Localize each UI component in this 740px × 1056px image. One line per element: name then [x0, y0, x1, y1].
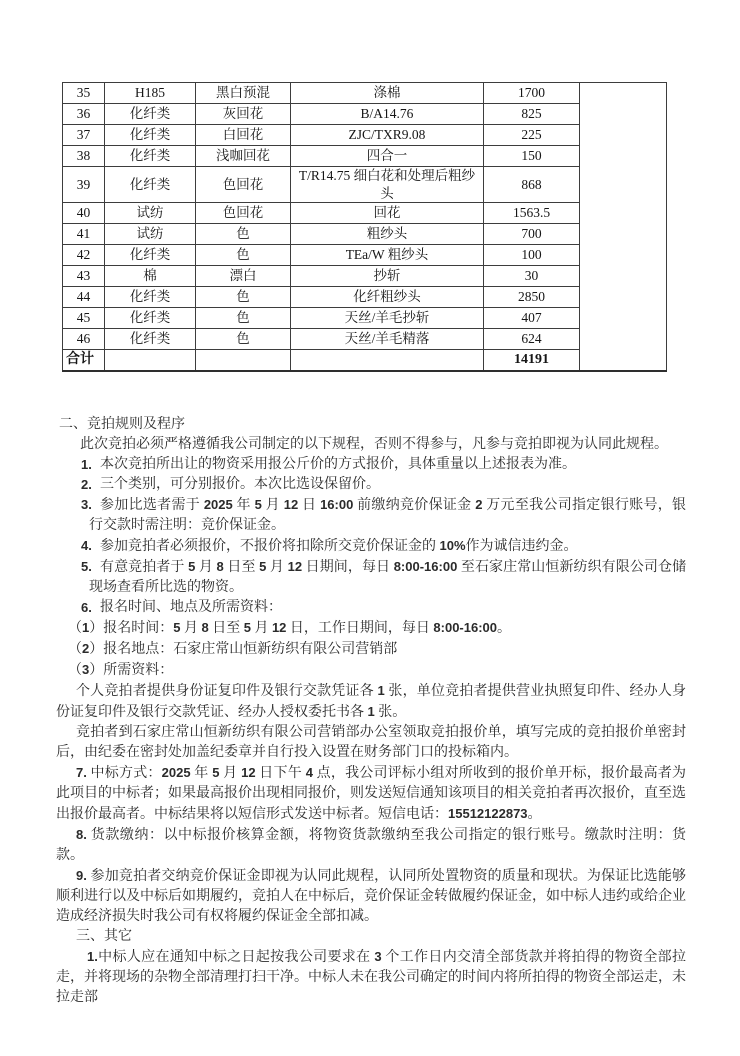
rule-paragraph: 7. 中标方式：2025 年 5 月 12 日下午 4 点，我公司评标小组对所收到的报价单开标，报价最高者为此项目的中标者；如果最高报价出现相同报价，则发送短信通知该项目的相关竞拍者再次报价，直至选出报价最高者。中标结果将以短信形式发送中标者。短信电话：15512122873。	[56, 765, 687, 822]
list-number: 6.	[81, 600, 92, 615]
section-heading: 二、竞拍规则及程序	[59, 417, 185, 432]
table-cell: 天丝/羊毛精落	[291, 329, 484, 350]
table-total-row	[63, 350, 667, 372]
table-cell: 化纤类	[105, 146, 196, 167]
table-cell: 黑白预混	[196, 83, 291, 104]
table-cell: 44	[63, 287, 105, 308]
rule-paragraph: 3. 参加比选者需于 2025 年 5 月 12 日 16:00 前缴纳竞价保证金 2 万元至我公司指定银行账号，银行交款时需注明：竞价保证金。	[81, 497, 687, 533]
table-cell: 试纺	[105, 224, 196, 245]
table-row	[63, 266, 667, 287]
rule-paragraph: （1）报名时间：5 月 8 日至 5 月 12 日，工作日期间，每日 8:00-16:00。	[68, 620, 512, 636]
list-number: 5.	[81, 559, 92, 574]
table-cell: 粗纱头	[291, 224, 484, 245]
table-cell: 灰回花	[196, 104, 291, 125]
table-cell: 色	[196, 245, 291, 266]
table-cell: 825	[484, 104, 580, 125]
table-cell: 2850	[484, 287, 580, 308]
empty-cell	[196, 350, 291, 372]
rule-paragraph: （3）所需资料：	[68, 662, 174, 678]
rule-paragraph: 2. 三个类别，可分别报价。本次比选设保留价。	[56, 475, 686, 495]
table-cell: 试纺	[105, 203, 196, 224]
table-cell: ZJC/TXR9.08	[291, 125, 484, 146]
table-cell: 1700	[484, 83, 580, 104]
list-number: 3.	[81, 497, 92, 512]
table-cell: 漂白	[196, 266, 291, 287]
rule-paragraph: 个人竞拍者提供身份证复印件及银行交款凭证各 1 张，单位竞拍者提供营业执照复印件、经办人身份证复印件及银行交款凭证、经办人授权委托书各 1 张。	[56, 683, 687, 720]
table-cell: 36	[63, 104, 105, 125]
table-row	[63, 203, 667, 224]
table-cell: 回花	[291, 203, 484, 224]
table-cell: 化纤类	[105, 104, 196, 125]
list-number: 1.	[81, 457, 92, 472]
table-cell: 46	[63, 329, 105, 350]
table-cell: 化纤类	[105, 329, 196, 350]
table-cell: T/R14.75 细白花和处理后粗纱头	[291, 167, 484, 203]
table-cell: 抄斩	[291, 266, 484, 287]
table-cell: 色	[196, 224, 291, 245]
rule-paragraph: 9. 参加竞拍者交纳竞价保证金即视为认同此规程，认同所处置物资的质量和现状。为保证比选能够顺利进行以及中标后如期履约，竞拍人在中标后，竞价保证金转做履约保证金，如中标人违约或给企业造成经济损失时我公司有权将履约保证金全部扣减。	[56, 868, 686, 924]
table-cell: 407	[484, 308, 580, 329]
table-cell: 化纤类	[105, 308, 196, 329]
table-cell: 化纤类	[105, 245, 196, 266]
table-cell: 700	[484, 224, 580, 245]
table-cell: 色回花	[196, 203, 291, 224]
table-row	[63, 83, 667, 104]
total-value-cell: 14191	[484, 350, 580, 372]
table-cell: 1563.5	[484, 203, 580, 224]
table-cell: 色	[196, 287, 291, 308]
table-cell: 色	[196, 308, 291, 329]
rule-paragraph: 此次竞拍必须严格遵循我公司制定的以下规程，否则不得参与，凡参与竞拍即视为认同此规程。	[80, 437, 668, 452]
table-cell: 棉	[105, 266, 196, 287]
rule-paragraph: 1.中标人应在通知中标之日起按我公司要求在 3 个工作日内交清全部货款并将拍得的物资全部拉走，并将现场的杂物全部清理打扫干净。中标人未在我公司确定的时间内将所拍得的物资全部运走，未拉走部	[56, 949, 687, 1005]
table-cell: 色回花	[196, 167, 291, 203]
rule-paragraph: 5. 有意竞拍者于 5 月 8 日至 5 月 12 日期间，每日 8:00-16:00 至石家庄常山恒新纺织有限公司仓储现场查看所比选的物资。	[81, 559, 687, 595]
rule-paragraph: 1. 本次竞拍所出让的物资采用报公斤价的方式报价，具体重量以上述报表为准。	[56, 455, 686, 475]
table-row	[63, 329, 667, 350]
empty-cell	[291, 350, 484, 372]
table-cell: 色	[196, 329, 291, 350]
table-cell: H185	[105, 83, 196, 104]
table-cell: 39	[63, 167, 105, 203]
rule-paragraph: 4. 参加竞拍者必须报价，不报价将扣除所交竞价保证金的 10%作为诚信违约金。	[81, 538, 578, 554]
table-cell: 37	[63, 125, 105, 146]
table-cell: 43	[63, 266, 105, 287]
materials-table	[62, 82, 667, 372]
list-number: 4.	[81, 538, 92, 553]
rule-paragraph: （2）报名地点：石家庄常山恒新纺织有限公司营销部	[68, 641, 398, 657]
table-row	[63, 245, 667, 266]
table-cell: 41	[63, 224, 105, 245]
total-label-cell: 合计	[63, 350, 105, 372]
table-cell: 45	[63, 308, 105, 329]
rule-paragraph: 三、其它	[76, 929, 132, 944]
table-cell: B/A14.76	[291, 104, 484, 125]
table-row	[63, 224, 667, 245]
table-cell: 150	[484, 146, 580, 167]
list-number: 2.	[81, 477, 92, 492]
table-cell: 化纤类	[105, 125, 196, 146]
table-cell: 化纤粗纱头	[291, 287, 484, 308]
table-cell: 42	[63, 245, 105, 266]
table-row	[63, 146, 667, 167]
table-cell: 868	[484, 167, 580, 203]
empty-column-cell	[580, 83, 667, 372]
table-cell: 四合一	[291, 146, 484, 167]
table-row	[63, 167, 667, 203]
table-cell: 白回花	[196, 125, 291, 146]
rule-paragraph: 6. 报名时间、地点及所需资料：	[56, 598, 686, 618]
table-row	[63, 125, 667, 146]
rules-section	[56, 415, 686, 1008]
table-cell: 40	[63, 203, 105, 224]
table-cell: 225	[484, 125, 580, 146]
table-cell: 化纤类	[105, 287, 196, 308]
table-cell: 化纤类	[105, 167, 196, 203]
table-cell: 35	[63, 83, 105, 104]
empty-cell	[105, 350, 196, 372]
table-cell: 30	[484, 266, 580, 287]
table-cell: 浅咖回花	[196, 146, 291, 167]
table-cell: 624	[484, 329, 580, 350]
materials-table-body	[63, 83, 667, 372]
table-cell: 涤棉	[291, 83, 484, 104]
rule-paragraph: 8. 货款缴纳：以中标报价核算金额，将物资货款缴纳至我公司指定的银行账号。缴款时注明：货款。	[56, 827, 686, 863]
table-cell: 天丝/羊毛抄斩	[291, 308, 484, 329]
table-cell: TEa/W 粗纱头	[291, 245, 484, 266]
table-row	[63, 308, 667, 329]
rule-paragraph: 竞拍者到石家庄常山恒新纺织有限公司营销部办公室领取竞拍报价单，填写完成的竞拍报价单密封后，由纪委在密封处加盖纪委章并自行投入设置在财务部门口的投标箱内。	[56, 725, 686, 760]
table-row	[63, 104, 667, 125]
table-cell: 38	[63, 146, 105, 167]
table-cell: 100	[484, 245, 580, 266]
table-row	[63, 287, 667, 308]
